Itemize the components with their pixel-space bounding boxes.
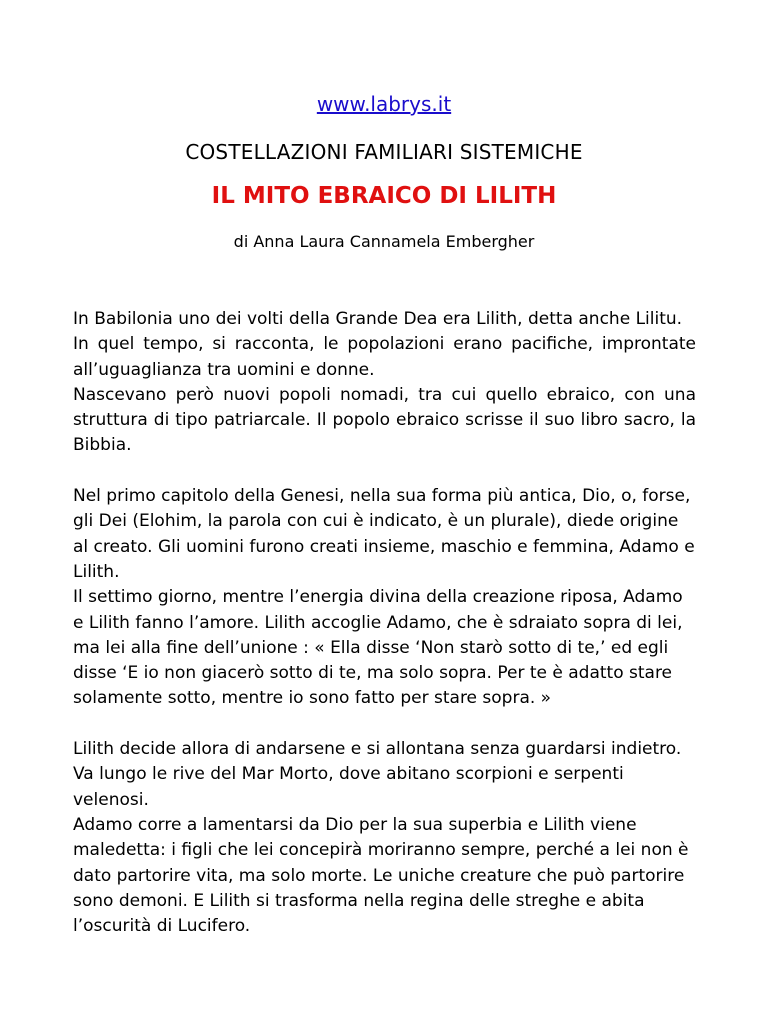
document-subtitle: COSTELLAZIONI FAMILIARI SISTEMICHE	[185, 140, 583, 164]
paragraph-6: Lilith decide allora di andarsene e si allontana senza guardarsi indietro. Va lungo le rive del Mar Morto, dove abitano scorpioni e serpenti velenosi.	[73, 739, 682, 810]
document-body	[73, 307, 696, 939]
paragraph-spacer	[73, 712, 696, 737]
paragraph-spacer	[73, 459, 696, 484]
site-link[interactable]: www.labrys.it	[316, 92, 452, 116]
paragraph-1: In Babilonia uno dei volti della Grande Dea era Lilith, detta anche Lilitu.	[73, 309, 683, 329]
paragraph-2: In quel tempo, si racconta, le popolazioni erano pacifiche, improntate all’uguaglianza tra uomini e donne.	[73, 334, 696, 380]
paragraph-4: Nel primo capitolo della Genesi, nella sua forma più antica, Dio, o, forse, gli Dei (Elohim, la parola con cui è indicato, è un plurale), diede origine al creato. Gli uomini furono creati insieme, maschio e femmina, Adamo e Lilith.	[73, 486, 695, 582]
paragraph-3: Nascevano però nuovi popoli nomadi, tra cui quello ebraico, con una struttura di tipo patriarcale. Il popolo ebraico scrisse il suo libro sacro, la Bibbia.	[73, 384, 696, 456]
paragraph-7: Adamo corre a lamentarsi da Dio per la sua superbia e Lilith viene maledetta: i figli che lei concepirà moriranno sempre, perché a lei non è dato partorire vita, ma solo morte. Le uniche creature che può partorire sono demoni. E Lilith si trasforma nella regina delle streghe e abita l’oscurità di Lucifero.	[73, 814, 689, 937]
document-title: IL MITO EBRAICO DI LILITH	[211, 183, 557, 209]
paragraph-5: Il settimo giorno, mentre l’energia divina della creazione riposa, Adamo e Lilith fanno l’amore. Lilith accoglie Adamo, che è sdraiato sopra di lei, ma lei alla fine dell’unione : « Ella disse ‘Non starò sotto di te,’ ed egli disse ‘E io non giacerò sotto di te, ma solo sopra. Per te è adatto stare solamente sotto, mentre io sono fatto per stare sopra. »	[73, 587, 683, 709]
document-author: di Anna Laura Cannamela Embergher	[233, 232, 535, 251]
